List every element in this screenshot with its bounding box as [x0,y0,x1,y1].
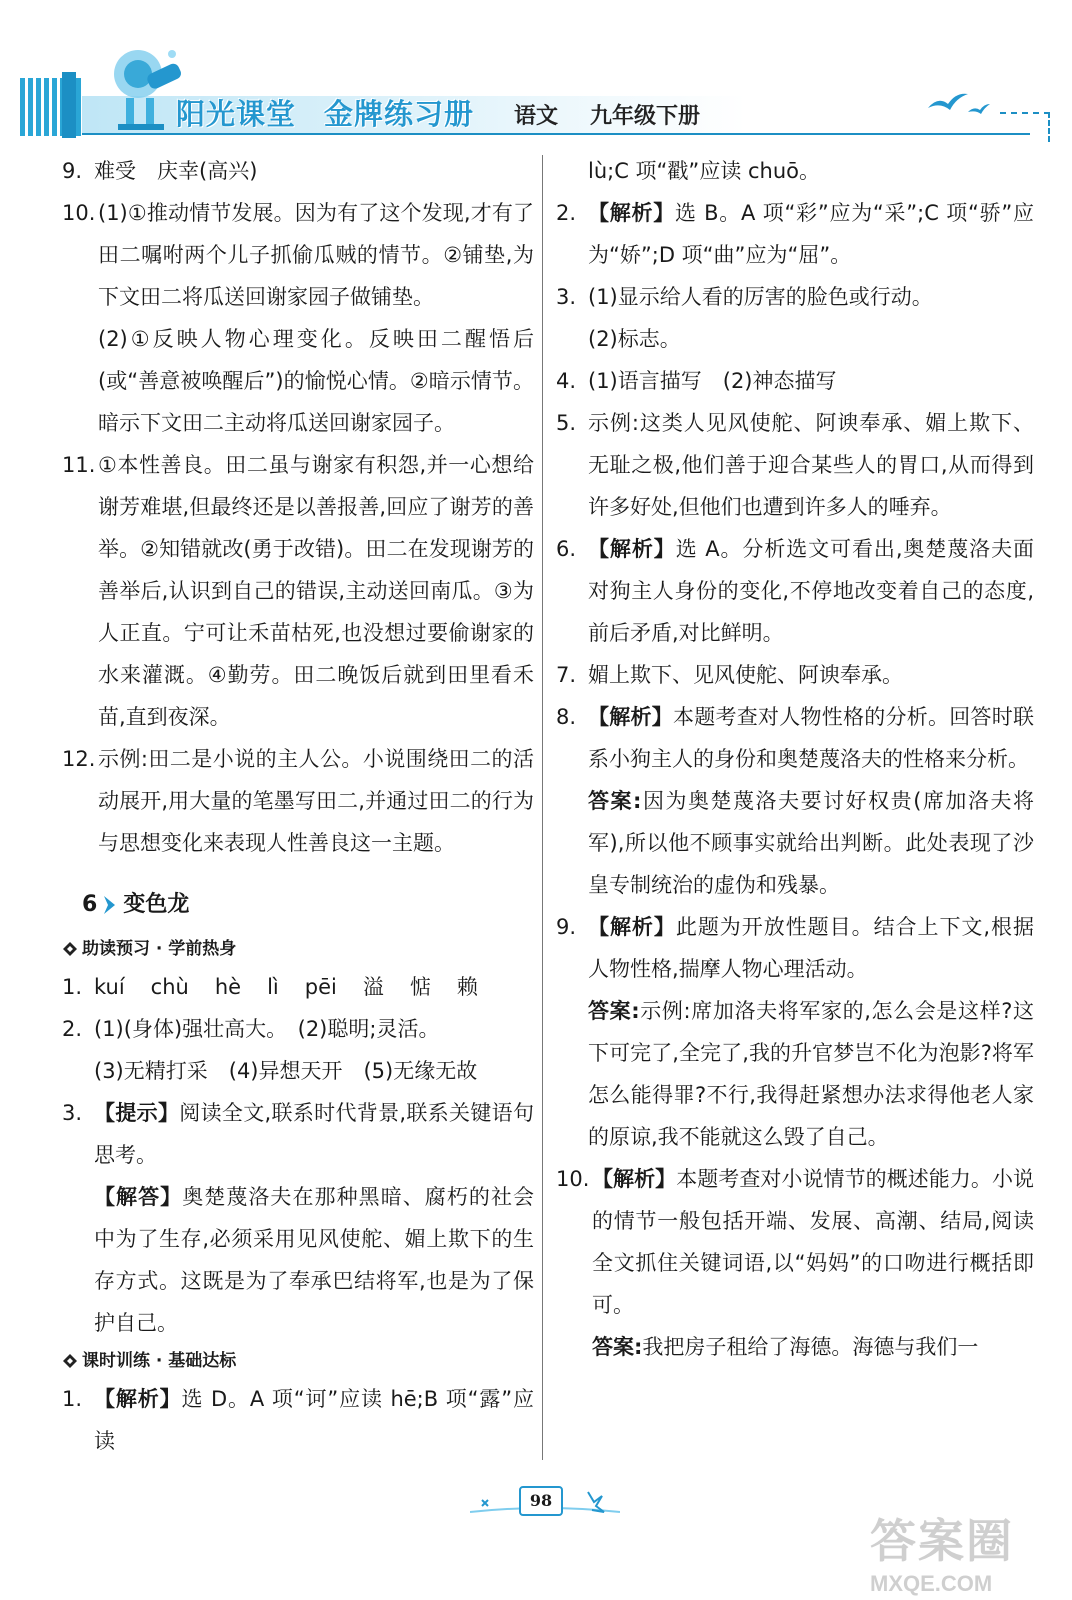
subsection-heading-training [62,1344,534,1378]
answer-label: 答案: [588,999,640,1023]
answer-text: 我把房子租给了海德。海德与我们一 [642,1335,979,1359]
diamond-bullet-icon [62,1353,78,1369]
item-body [588,276,1034,360]
right-column [556,150,1034,1368]
item-body [98,192,534,444]
item-number: 9. [62,159,83,183]
item-text: 示例:这类人见风使舵、阿谀奉承、媚上欺下、无耻之极,他们善于迎合某些人的胃口,从而得到许多好处,但他们也遭到许多人的唾弃。 [588,411,1034,519]
item-body [592,1158,1034,1368]
item-number: 11. [62,453,96,477]
item-number: 7. [556,663,577,687]
section-number: 6 [82,892,98,917]
item-body [588,528,1034,654]
answer-item-10 [62,192,534,444]
answer-item-t8 [556,696,1034,906]
page-number: 98 [519,1486,563,1516]
brand-title [176,92,474,133]
item-number: 12. [62,747,96,771]
hanzi-answer: 溢 [362,975,384,999]
item-body [588,906,1034,1158]
item-text: 示例:田二是小说的主人公。小说围绕田二的活动展开,用大量的笔墨写田二,并通过田二的行为与思想变化来表现人性善良这一主题。 [98,747,534,855]
answer-block [588,780,1034,906]
item-number: 8. [556,705,577,729]
birds-icon [924,82,994,122]
section-title [82,884,534,926]
item-body [588,192,1034,276]
answer-item-t1 [62,1378,534,1462]
analysis-block [588,696,1034,780]
grade-label: 九年级下册 [590,104,701,129]
watermark-logo: 答案圈 [870,1514,1014,1568]
item-number: 10. [556,1167,590,1191]
item-text: (2)标志。 [588,327,681,351]
item-text: (3)无精打采 (4)异想天开 (5)无缘无故 [94,1059,478,1083]
item-text: (1)(身体)强壮高大。 (2)聪明;灵活。 [94,1017,440,1041]
diamond-bullet-icon [62,941,78,957]
item-number: 1. [62,1387,83,1411]
answer-text: 奥楚蔑洛夫在那种黑暗、腐朽的社会中为了生存,必须采用见风使舵、媚上欺下的生存方式。这既是为了奉承巴结将军,也是为了保护自己。 [94,1185,535,1335]
section-name: 变色龙 [123,892,190,917]
item-continuation: lù;C 项“戳”应读 chuō。 [588,159,821,183]
item-number: 6. [556,537,577,561]
item-number: 10. [62,201,96,225]
item-number: 3. [556,285,577,309]
item-text: (1)语言描写 (2)神态描写 [588,369,837,393]
hanzi-answer: 赖 [456,975,478,999]
answer-label: 答案: [588,789,642,813]
answer-item-t5 [556,402,1034,528]
item-number: 2. [556,201,577,225]
answer-item-t6 [556,528,1034,654]
answer-item-12 [62,738,534,864]
watermark-url: MXQE.COM [870,1571,993,1596]
item-body [94,1092,534,1344]
analysis-block [588,906,1034,990]
analysis-tag: 【解析】 [588,705,673,729]
analysis-tag: 【解析】 [588,915,676,939]
subsection-label: 课时训练 · 基础达标 [82,1351,237,1371]
item-text: 此题为开放性题目。结合上下文,根据人物性格,揣摩人物心理活动。 [588,915,1034,981]
answer-item-t4 [556,360,1034,402]
header-rule [82,133,1030,135]
answer-item-t10 [556,1158,1034,1368]
hint-block [94,1092,534,1176]
pinyin-word: hè [214,975,242,999]
hint-tag: 【提示】 [94,1101,180,1125]
analysis-tag: 【解析】 [592,1167,677,1191]
brand-part-2: 金牌练习册 [324,97,475,131]
item-number: 4. [556,369,577,393]
item-text: (1)显示给人看的厉害的脸色或行动。 [588,285,933,309]
answer-tag: 【解答】 [94,1185,183,1209]
hint-text: 阅读全文,联系时代背景,联系关键语句思考。 [94,1101,534,1167]
answer-text: 示例:席加洛夫将军家的,怎么会是这样?这下可完了,全完了,我的升官梦岂不化为泡影?将军怎么能得罪?不行,我得赶紧想办法求得他老人家的原谅,我不能就这么毁了自己。 [588,999,1034,1149]
item-number: 1. [62,975,83,999]
page-header [0,0,1072,150]
item-text: 本题考查对小说情节的概述能力。小说的情节一般包括开端、发展、高潮、结局,阅读全文抓住关键词语,以“妈妈”的口吻进行概括即可。 [592,1167,1035,1317]
answer-block [94,1176,534,1344]
answer-label: 答案: [592,1335,643,1359]
item-text: 本题考查对人物性格的分析。回答时联系小狗主人的身份和奥楚蔑洛夫的性格来分析。 [588,705,1034,771]
item-text: 难受 庆幸(高兴) [94,159,258,183]
analysis-tag: 【解析】 [94,1387,182,1411]
item-text: 选 B。A 项“彩”应为“采”;C 项“骄”应为“娇”;D 项“曲”应为“屈”。 [588,201,1035,267]
pinyin-answers [94,966,534,1008]
answer-item-t9 [556,906,1034,1158]
item-number: 2. [62,1017,83,1041]
answer-item-9 [62,150,534,192]
subsection-heading-preview [62,932,534,966]
pinyin-word: lì [267,975,279,999]
pinyin-word: pēi [304,975,337,999]
answer-item-t2 [556,192,1034,276]
item-body [94,1378,534,1462]
answer-item-t7 [556,654,1034,696]
pinyin-word: chù [150,975,189,999]
answer-item-11 [62,444,534,738]
item-number: 5. [556,411,577,435]
answer-block [592,1326,1034,1368]
brand-part-1: 阳光课堂 [176,97,297,131]
answer-item-t3 [556,276,1034,360]
item-text: (1)①推动情节发展。因为有了这个发现,才有了田二嘱咐两个儿子抓偷瓜贼的情节。②铺垫,为下文田二将瓜送回谢家园子做铺垫。 [98,201,534,309]
analysis-tag: 【解析】 [588,201,675,225]
left-column [62,150,534,1462]
answer-text: 因为奥楚蔑洛夫要讨好权贵(席加洛夫将军),所以他不顾事实就给出判断。此处表现了沙皇专制统治的虚伪和残暴。 [588,789,1034,897]
item-text: ①本性善良。田二虽与谢家有积怨,并一心想给谢芳难堪,但最终还是以善报善,回应了谢芳的善举。②知错就改(勇于改错)。田二在发现谢芳的善举后,认识到自己的错误,主动送回南瓜。③为人正直。宁可让禾苗枯死,也没想过要偷谢家的水来灌溉。④勤劳。田二晚饭后就到田里看禾苗,直到夜深。 [98,453,534,729]
hanzi-answer: 惦 [409,975,431,999]
header-bar [62,72,76,138]
answer-block [588,990,1034,1158]
header-dashed-corner [1000,112,1050,142]
analysis-block [592,1158,1034,1326]
item-text: 选 D。A 项“诃”应读 hē;B 项“露”应读 [94,1387,534,1453]
item-number: 3. [62,1101,83,1125]
pinyin-word: kuí [94,975,125,999]
item-text: 选 A。分析选文可看出,奥楚蔑洛夫面对狗主人身份的变化,不停地改变着自己的态度,前后矛盾,对比鲜明。 [588,537,1035,645]
item-number: 9. [556,915,577,939]
item-body [588,696,1034,906]
chevron-right-icon [101,894,119,916]
watermark [870,1505,1060,1595]
answer-item-p2 [62,1008,534,1092]
subject-label: 语文 [514,104,559,129]
analysis-tag: 【解析】 [588,537,676,561]
item-text: 媚上欺下、见风使舵、阿谀奉承。 [588,663,903,687]
item-text: (2)①反映人物心理变化。反映田二醒悟后(或“善意被唤醒后”)的愉悦心情。②暗示情节。暗示下文田二主动将瓜送回谢家园子。 [98,327,534,435]
item-body [94,1008,534,1092]
answer-item-p1 [62,966,534,1008]
answer-item-p3 [62,1092,534,1344]
column-divider [542,155,543,1460]
subsection-label: 助读预习 · 学前热身 [82,939,237,959]
